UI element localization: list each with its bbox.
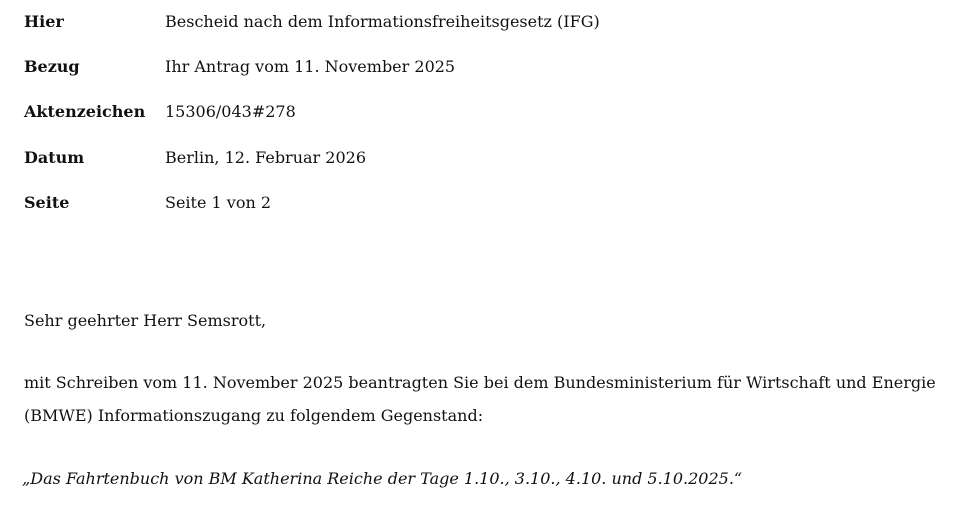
- header-field-label: Bezug: [24, 57, 80, 76]
- header-field-hier: [24, 8, 944, 36]
- header-field-label: Datum: [24, 148, 85, 167]
- header-field-value: Seite 1 von 2: [165, 193, 272, 212]
- header-field-aktenzeichen: [24, 98, 944, 126]
- header-field-label: Hier: [24, 12, 64, 31]
- header-field-bezug: [24, 53, 944, 81]
- header-field-value: 15306/043#278: [165, 102, 296, 121]
- header-field-value: Berlin, 12. Februar 2026: [165, 148, 366, 167]
- header-field-value: Ihr Antrag vom 11. November 2025: [165, 57, 456, 76]
- header-field-label: Seite: [24, 193, 70, 212]
- salutation: Sehr geehrter Herr Semsrott,: [24, 311, 267, 330]
- header-field-label: Aktenzeichen: [24, 102, 146, 121]
- header-field-seite: [24, 189, 944, 217]
- body-paragraph: mit Schreiben vom 11. November 2025 beantragten Sie bei dem Bundesministerium für Wirtschaft und Energie (BMWE) Informationszugang zu folgendem Gegenstand:: [24, 373, 936, 425]
- request-quote: „Das Fahrtenbuch von BM Katherina Reiche der Tage 1.10., 3.10., 4.10. und 5.10.2025.“: [22, 469, 743, 488]
- header-field-value: Bescheid nach dem Informationsfreiheitsgesetz (IFG): [165, 12, 600, 31]
- header-field-datum: [24, 144, 944, 172]
